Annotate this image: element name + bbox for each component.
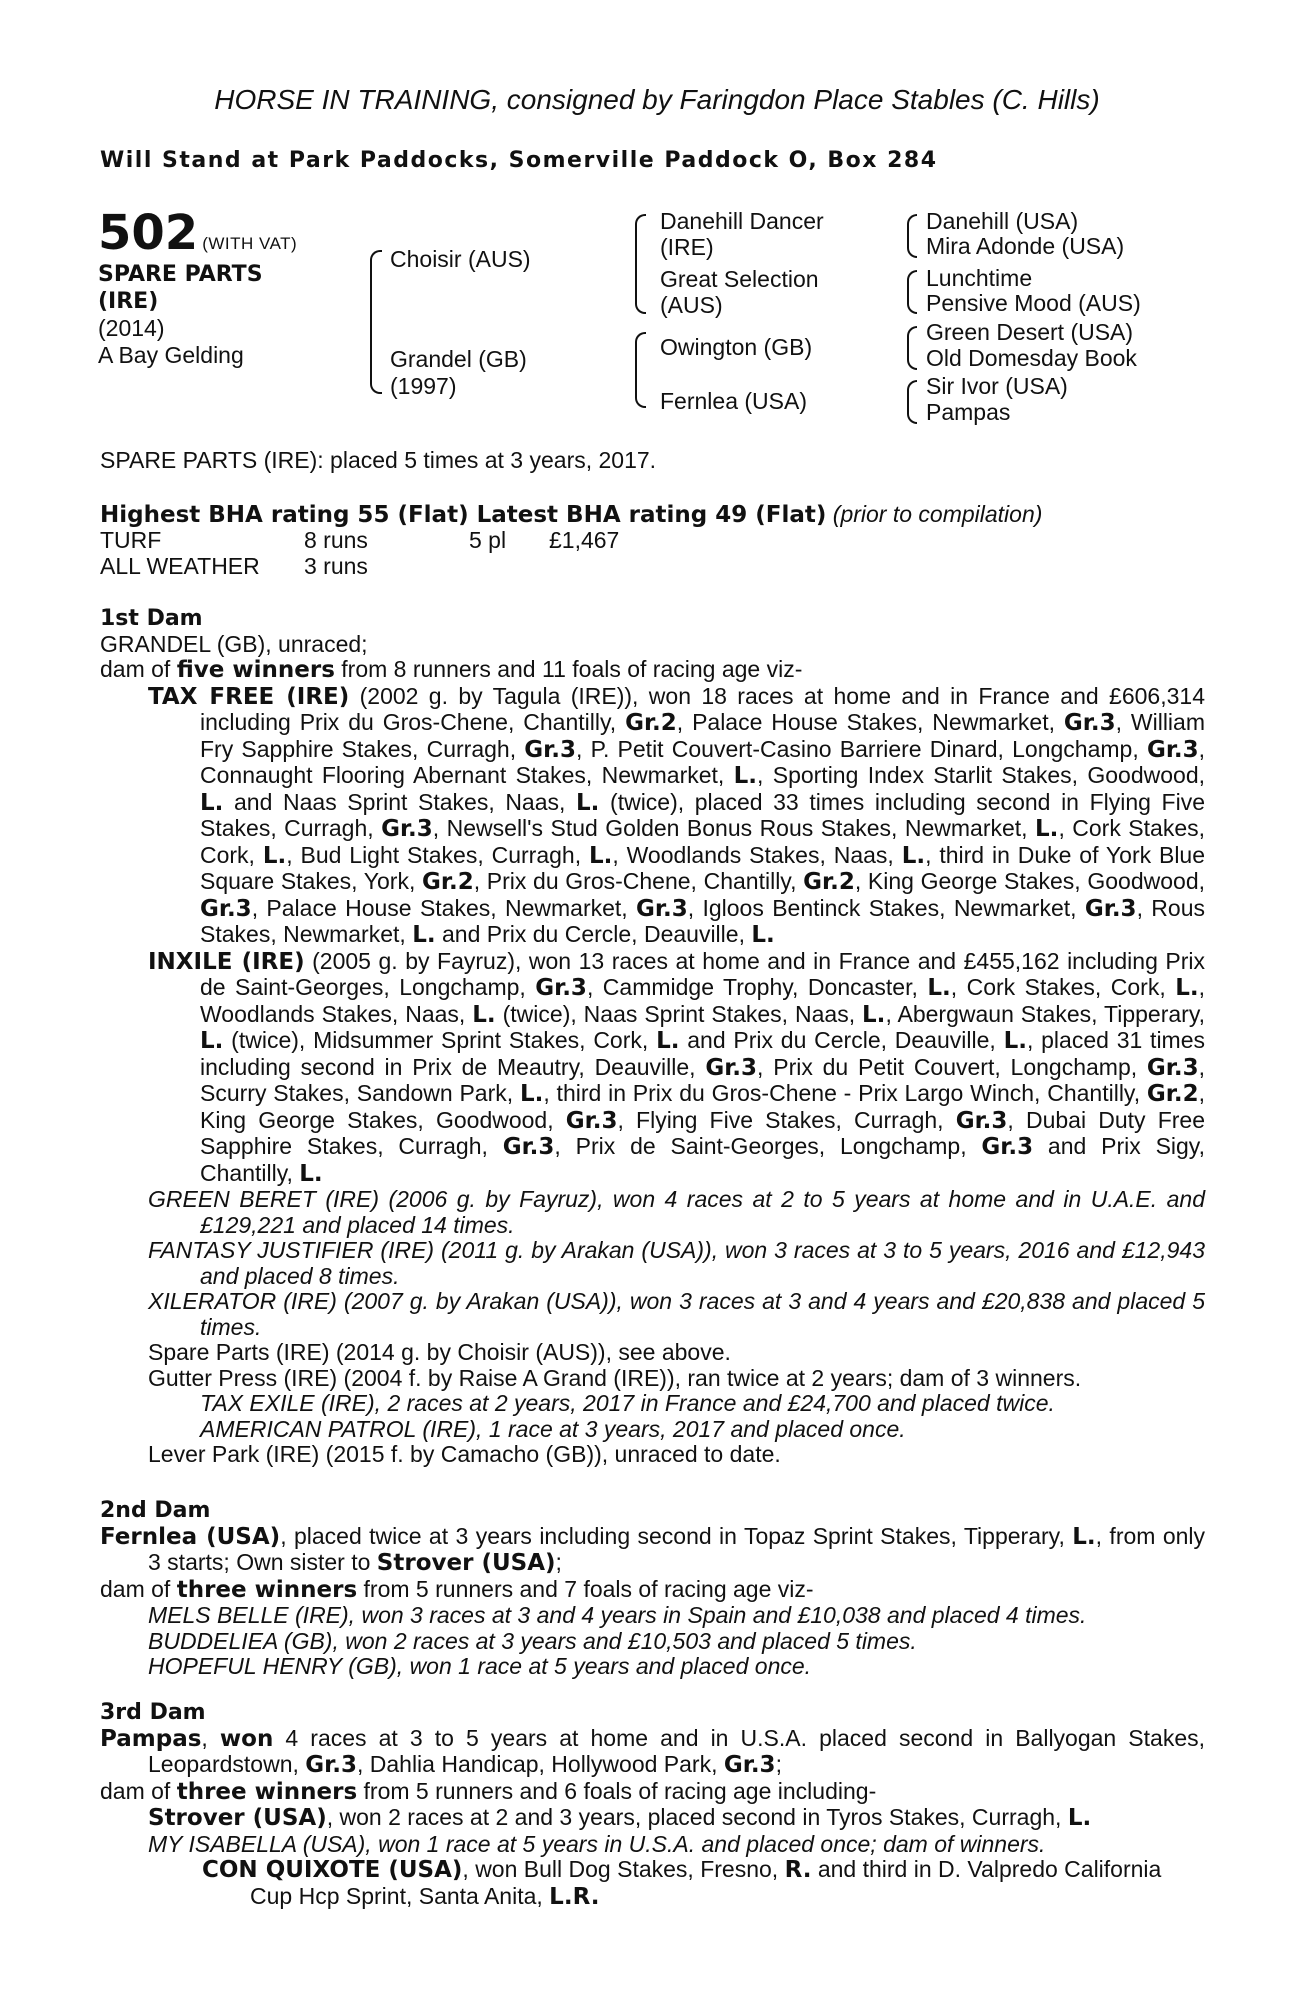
pedigree-dsd: Old Domesday Book — [926, 345, 1137, 371]
turf-record — [100, 528, 1205, 554]
third-dam-produce-line: dam of three winners from 5 runners and 6 foals of racing age including- — [100, 1777, 877, 1805]
horse-name-line2: (IRE) — [98, 289, 159, 314]
pedigree-dss: Green Desert (USA) — [926, 319, 1134, 345]
bracket-dds — [907, 380, 917, 424]
produce-lever-park: Lever Park (IRE) (2015 f. by Camacho (GB)), unraced to date. — [148, 1441, 781, 1467]
pedigree-sdd: Pensive Mood (AUS) — [926, 290, 1141, 316]
pedigree-dds: Sir Ivor (USA) — [926, 373, 1068, 399]
foaling-year: (2014) — [98, 315, 165, 341]
bracket-sire-parents — [635, 214, 646, 314]
produce-green-beret: GREEN BERET (IRE) (2006 g. by Fayruz), won 4 races at 2 to 5 years at home and in U.A.E. and £129,221 and placed 14 times. — [148, 1186, 1205, 1238]
pedigree-sire-dam: Great Selection — [660, 266, 819, 292]
horse-name-line1: SPARE PARTS — [98, 262, 263, 287]
rating-note: (prior to compilation) — [832, 501, 1043, 527]
pedigree-sire-sire-country: (IRE) — [660, 234, 714, 260]
horse-description: A Bay Gelding — [98, 342, 244, 368]
pedigree-ssd: Mira Adonde (USA) — [926, 233, 1125, 259]
turf-runs: 8 runs — [304, 527, 368, 553]
produce-buddeliea: BUDDELIEA (GB), won 2 races at 3 years and £10,503 and placed 5 times. — [148, 1627, 917, 1654]
produce-spare-parts: Spare Parts (IRE) (2014 g. by Choisir (AUS)), see above. — [148, 1339, 731, 1365]
pedigree-dam-year: (1997) — [390, 373, 457, 399]
aw-label: ALL WEATHER — [100, 553, 260, 579]
turf-label: TURF — [100, 527, 162, 553]
bracket-parents — [370, 250, 382, 394]
third-dam-heading: 3rd Dam — [100, 1700, 206, 1725]
race-summary: SPARE PARTS (IRE): placed 5 times at 3 years, 2017. — [100, 447, 657, 473]
second-dam-section — [100, 1498, 1205, 1680]
pedigree-sire: Choisir (AUS) — [390, 246, 531, 272]
grandproduce-tax-exile: TAX EXILE (IRE), 2 races at 2 years, 2017 in France and £24,700 and placed twice. — [200, 1390, 1055, 1416]
second-dam-heading: 2nd Dam — [100, 1498, 211, 1523]
pedigree-sire-dam-country: (AUS) — [660, 292, 723, 318]
bracket-dss — [907, 326, 917, 370]
aw-runs: 3 runs — [304, 553, 368, 579]
produce-xilerator: XILERATOR (IRE) (2007 g. by Arakan (USA)), won 3 races at 3 and 4 years and £20,838 and placed 5 times. — [148, 1288, 1205, 1340]
first-dam-section — [100, 606, 1205, 1468]
grandproduce-american-patrol: AMERICAN PATROL (IRE), 1 race at 3 years, 2017 and placed once. — [200, 1415, 906, 1442]
third-dam-record: Pampas, won 4 races at 3 to 5 years at home and in U.S.A. placed second in Ballyogan Stakes, Leopardstown, Gr.3, Dahlia Handicap, Hollywood Park, Gr.3; — [100, 1724, 1206, 1778]
pedigree-dam-dam: Fernlea (USA) — [660, 388, 807, 414]
pedigree-ddd: Pampas — [926, 399, 1011, 425]
lot-info — [98, 207, 358, 369]
grandproduce-con-quixote: CON QUIXOTE (USA), won Bull Dog Stakes, Fresno, R. and third in D. Valpredo California Cup Hcp Sprint, Santa Anita, L.R. — [202, 1856, 1162, 1910]
produce-gutter-press: Gutter Press (IRE) (2004 f. by Raise A Grand (IRE)), ran twice at 2 years; dam of 3 winners. — [148, 1364, 1082, 1391]
pedigree-sire-sire: Danehill Dancer — [660, 208, 824, 234]
rating-values: Highest BHA rating 55 (Flat) Latest BHA rating 49 (Flat) — [100, 502, 827, 528]
stand-location: Will Stand at Park Paddocks, Somerville Paddock O, Box 284 — [100, 148, 938, 173]
first-dam-heading: 1st Dam — [100, 606, 203, 631]
all-weather-record — [100, 554, 1205, 580]
produce-strover: Strover (USA), won 2 races at 2 and 3 years, placed second in Tyros Stakes, Curragh, L. — [148, 1804, 1092, 1831]
bracket-dam-parents — [635, 332, 646, 408]
pedigree-sds: Lunchtime — [926, 265, 1033, 291]
first-dam-produce-line: dam of five winners from 8 runners and 11 foals of racing age viz- — [100, 656, 803, 683]
bracket-sss — [907, 214, 917, 258]
produce-tax-free: TAX FREE (IRE) (2002 g. by Tagula (IRE)), won 18 races at home and in France and £606,314 including Prix du Gros-Chene, Chantilly, Gr.2, Palace House Stakes, Newmarket, Gr.3, William Fry Sapphire Stakes, Curragh, Gr.3, P. Petit Couvert-Casino Barriere Dinard, Longchamp, Gr.3, Connaught Flooring Abernant Stakes, Newmarket, L., Sporting Index Starlit Stakes, Goodwood, L. and Naas Sprint Stakes, Naas, L. (twice), placed 33 times including second in Flying Five Stakes, Curragh, Gr.3, Newsell's Stud Golden Bonus Rous Stakes, Newmarket, L., Cork Stakes, Cork, L., Bud Light Stakes, Curragh, L., Woodlands Stakes, Naas, L., third in Duke of York Blue Square Stakes, York, Gr.2, Prix du Gros-Chene, Chantilly, Gr.2, King George Stakes, Goodwood, Gr.3, Palace House Stakes, Newmarket, Gr.3, Igloos Bentinck Stakes, Newmarket, Gr.3, Rous Stakes, Newmarket, L. and Prix du Cercle, Deauville, L. — [148, 682, 1206, 948]
lot-number: 502 — [98, 205, 199, 261]
turf-placed: 5 pl — [469, 527, 507, 553]
produce-hopeful-henry: HOPEFUL HENRY (GB), won 1 race at 5 years and placed once. — [148, 1653, 812, 1679]
first-dam-intro: GRANDEL (GB), unraced; — [100, 630, 368, 657]
pedigree-dam: Grandel (GB) — [390, 346, 527, 372]
third-dam-section — [100, 1700, 1205, 1910]
page-title: HORSE IN TRAINING, consigned by Faringdon Place Stables (C. Hills) — [214, 84, 1100, 115]
turf-earnings: £1,467 — [549, 527, 620, 553]
produce-my-isabella: MY ISABELLA (USA), won 1 race at 5 years in U.S.A. and placed once; dam of winners. — [148, 1830, 1046, 1857]
pedigree-dam-sire: Owington (GB) — [660, 334, 813, 360]
second-dam-produce-line: dam of three winners from 5 runners and 7 foals of racing age viz- — [100, 1575, 814, 1603]
bracket-sds — [907, 270, 917, 314]
pedigree-sss: Danehill (USA) — [926, 208, 1079, 234]
produce-inxile: INXILE (IRE) (2005 g. by Fayruz), won 13 races at home and in France and £455,162 including Prix de Saint-Georges, Longchamp, Gr.3, Cammidge Trophy, Doncaster, L., Cork Stakes, Cork, L., Woodlands Stakes, Naas, L. (twice), Naas Sprint Stakes, Naas, L., Abergwaun Stakes, Tipperary, L. (twice), Midsummer Sprint Stakes, Cork, L. and Prix du Cercle, Deauville, L., placed 31 times including second in Prix de Meautry, Deauville, Gr.3, Prix du Petit Couvert, Longchamp, Gr.3, Scurry Stakes, Sandown Park, L., third in Prix du Gros-Chene - Prix Largo Winch, Chantilly, Gr.2, King George Stakes, Goodwood, Gr.3, Flying Five Stakes, Curragh, Gr.3, Dubai Duty Free Sapphire Stakes, Curragh, Gr.3, Prix de Saint-Georges, Longchamp, Gr.3 and Prix Sigy, Chantilly, L. — [148, 947, 1206, 1187]
vat-note: (WITH VAT) — [202, 234, 298, 253]
produce-fantasy-justifier: FANTASY JUSTIFIER (IRE) (2011 g. by Arakan (USA)), won 3 races at 3 to 5 years, 2016 and £12,943 and placed 8 times. — [148, 1237, 1205, 1289]
produce-mels-belle: MELS BELLE (IRE), won 3 races at 3 and 4 years in Spain and £10,038 and placed 4 times. — [148, 1602, 1087, 1628]
second-dam-record: Fernlea (USA), placed twice at 3 years including second in Topaz Sprint Stakes, Tipperary, L., from only 3 starts; Own sister to Strover (USA); — [100, 1522, 1206, 1576]
bha-rating — [100, 502, 1205, 529]
